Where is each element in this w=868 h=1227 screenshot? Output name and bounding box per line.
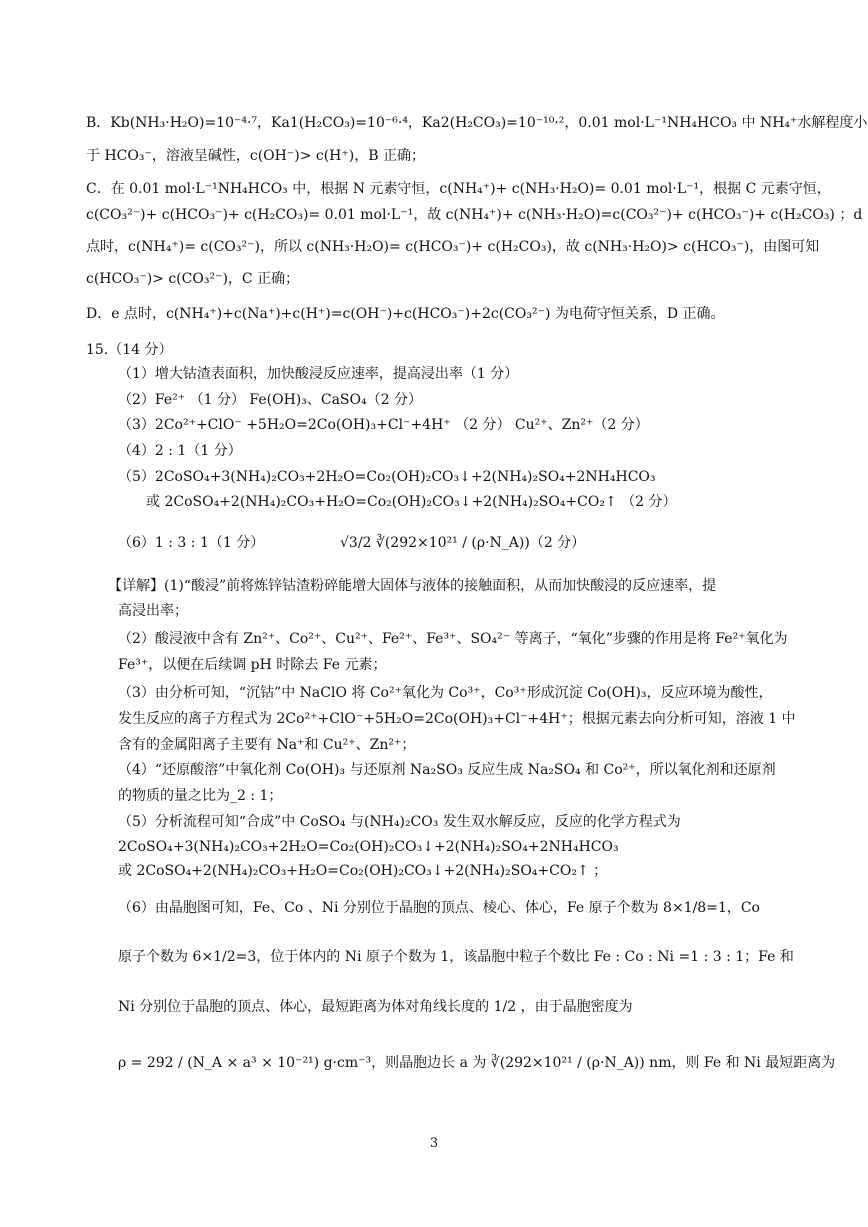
answer-line: （2）Fe²⁺ （1 分） Fe(OH)₃、CaSO₄（2 分） xyxy=(118,392,422,408)
text-line: ρ = 292 / (N_A × a³ × 10⁻²¹) g·cm⁻³，则晶胞边长 a 为 ∛(292×10²¹ / (ρ·N_A)) nm，则 Fe 和 Ni 最短距离为 xyxy=(118,1055,836,1071)
text-line: Ni 分别位于晶胞的顶点、体心，最短距离为体对角线长度的 1/2 ，由于晶胞密度为 xyxy=(118,999,633,1015)
text-line: 于 HCO₃⁻，溶液呈碱性，c(OH⁻)> c(H⁺)，B 正确； xyxy=(86,148,425,164)
text-line: （4）“还原酸溶”中氧化剂 Co(OH)₃ 与还原剂 Na₂SO₃ 反应生成 Na₂SO₄ 和 Co²⁺，所以氧化剂和还原剂 xyxy=(118,762,776,778)
text-line: 的物质的量之比为_2 : 1； xyxy=(118,788,283,804)
answer-line: 或 2CoSO₄+2(NH₄)₂CO₃+H₂O=Co₂(OH)₂CO₃↓+2(NH₄)₂SO₄+CO₂↑ （2 分） xyxy=(146,494,677,510)
text-line: （2）酸浸液中含有 Zn²⁺、Co²⁺、Cu²⁺、Fe²⁺、Fe³⁺、SO₄²⁻ 等离子，“氧化”步骤的作用是将 Fe²⁺氧化为 xyxy=(118,631,788,647)
text-line: 发生反应的离子方程式为 2Co²⁺+ClO⁻+5H₂O=2Co(OH)₃+Cl⁻+4H⁺；根据元素去向分析可知，溶液 1 中 xyxy=(118,711,796,727)
text-line: 高浸出率； xyxy=(118,603,188,619)
text-line: 原子个数为 6×1/2=3，位于体内的 Ni 原子个数为 1，该晶胞中粒子个数比 Fe : Co : Ni =1 : 3 : 1；Fe 和 xyxy=(118,949,794,965)
text-line: （3）由分析可知，“沉钴”中 NaClO 将 Co²⁺氧化为 Co³⁺，Co³⁺形成沉淀 Co(OH)₃，反应环境为酸性， xyxy=(118,685,773,701)
text-line: 【详解】(1)“酸浸”前将炼锌钴渣粉碎能增大固体与液体的接触面积，从而加快酸浸的反应速率，提 xyxy=(108,578,717,594)
question-heading: 15.（14 分） xyxy=(86,342,173,358)
text-line: B．Kb(NH₃·H₂O)=10⁻⁴·⁷，Ka1(H₂CO₃)=10⁻⁶·⁴，Ka2(H₂CO₃)=10⁻¹⁰·²，0.01 mol·L⁻¹NH₄HCO₃ 中 NH₄⁺水解程度小 xyxy=(86,115,868,131)
text-line: 含有的金属阳离子主要有 Na⁺和 Cu²⁺、Zn²⁺； xyxy=(118,737,416,753)
answer-line: （4）2 : 1（1 分） xyxy=(118,443,242,459)
answer-line: （1）增大钴渣表面积，加快酸浸反应速率，提高浸出率（1 分） xyxy=(118,366,519,382)
text-line: C．在 0.01 mol·L⁻¹NH₄HCO₃ 中，根据 N 元素守恒，c(NH₄⁺)+ c(NH₃·H₂O)= 0.01 mol·L⁻¹，根据 C 元素守恒， xyxy=(86,181,831,197)
answer-line: （5）2CoSO₄+3(NH₄)₂CO₃+2H₂O=Co₂(OH)₂CO₃↓+2(NH₄)₂SO₄+2NH₄HCO₃ xyxy=(118,469,656,485)
text-line: 2CoSO₄+3(NH₄)₂CO₃+2H₂O=Co₂(OH)₂CO₃↓+2(NH₄)₂SO₄+2NH₄HCO₃ xyxy=(118,839,619,855)
text-line: 点时，c(NH₄⁺)= c(CO₃²⁻)，所以 c(NH₃·H₂O)= c(HCO₃⁻)+ c(H₂CO₃)，故 c(NH₃·H₂O)> c(HCO₃⁻)，由图可知 xyxy=(86,239,820,255)
text-line: c(HCO₃⁻)> c(CO₃²⁻)，C 正确； xyxy=(86,271,300,287)
text-line: （5）分析流程可知“合成”中 CoSO₄ 与(NH₄)₂CO₃ 发生双水解反应，反应的化学方程式为 xyxy=(118,814,681,830)
answer-line: （6）1 : 3 : 1（1 分） xyxy=(118,535,265,551)
text-line: c(CO₃²⁻)+ c(HCO₃⁻)+ c(H₂CO₃)= 0.01 mol·L⁻¹，故 c(NH₄⁺)+ c(NH₃·H₂O)=c(CO₃²⁻)+ c(HCO₃⁻)+ c(H₂CO₃) ；d xyxy=(86,207,863,223)
text-line: 或 2CoSO₄+2(NH₄)₂CO₃+H₂O=Co₂(OH)₂CO₃↓+2(NH₄)₂SO₄+CO₂↑ ； xyxy=(118,863,608,879)
text-line: D．e 点时，c(NH₄⁺)+c(Na⁺)+c(H⁺)=c(OH⁻)+c(HCO₃⁻)+2c(CO₃²⁻) 为电荷守恒关系，D 正确。 xyxy=(86,306,725,322)
text-line: （6）由晶胞图可知，Fe、Co 、Ni 分别位于晶胞的顶点、棱心、体心，Fe 原子个数为 8×1/8=1，Co xyxy=(118,900,760,916)
formula: √3/2 ∛(292×10²¹ / (ρ·N_A))（2 分） xyxy=(340,535,586,551)
page-number: 3 xyxy=(429,1136,439,1151)
text-line: Fe³⁺，以便在后续调 pH 时除去 Fe 元素； xyxy=(118,657,387,673)
answer-line: （3）2Co²⁺+ClO⁻ +5H₂O=2Co(OH)₃+Cl⁻+4H⁺ （2 分） Cu²⁺、Zn²⁺（2 分） xyxy=(118,417,649,433)
